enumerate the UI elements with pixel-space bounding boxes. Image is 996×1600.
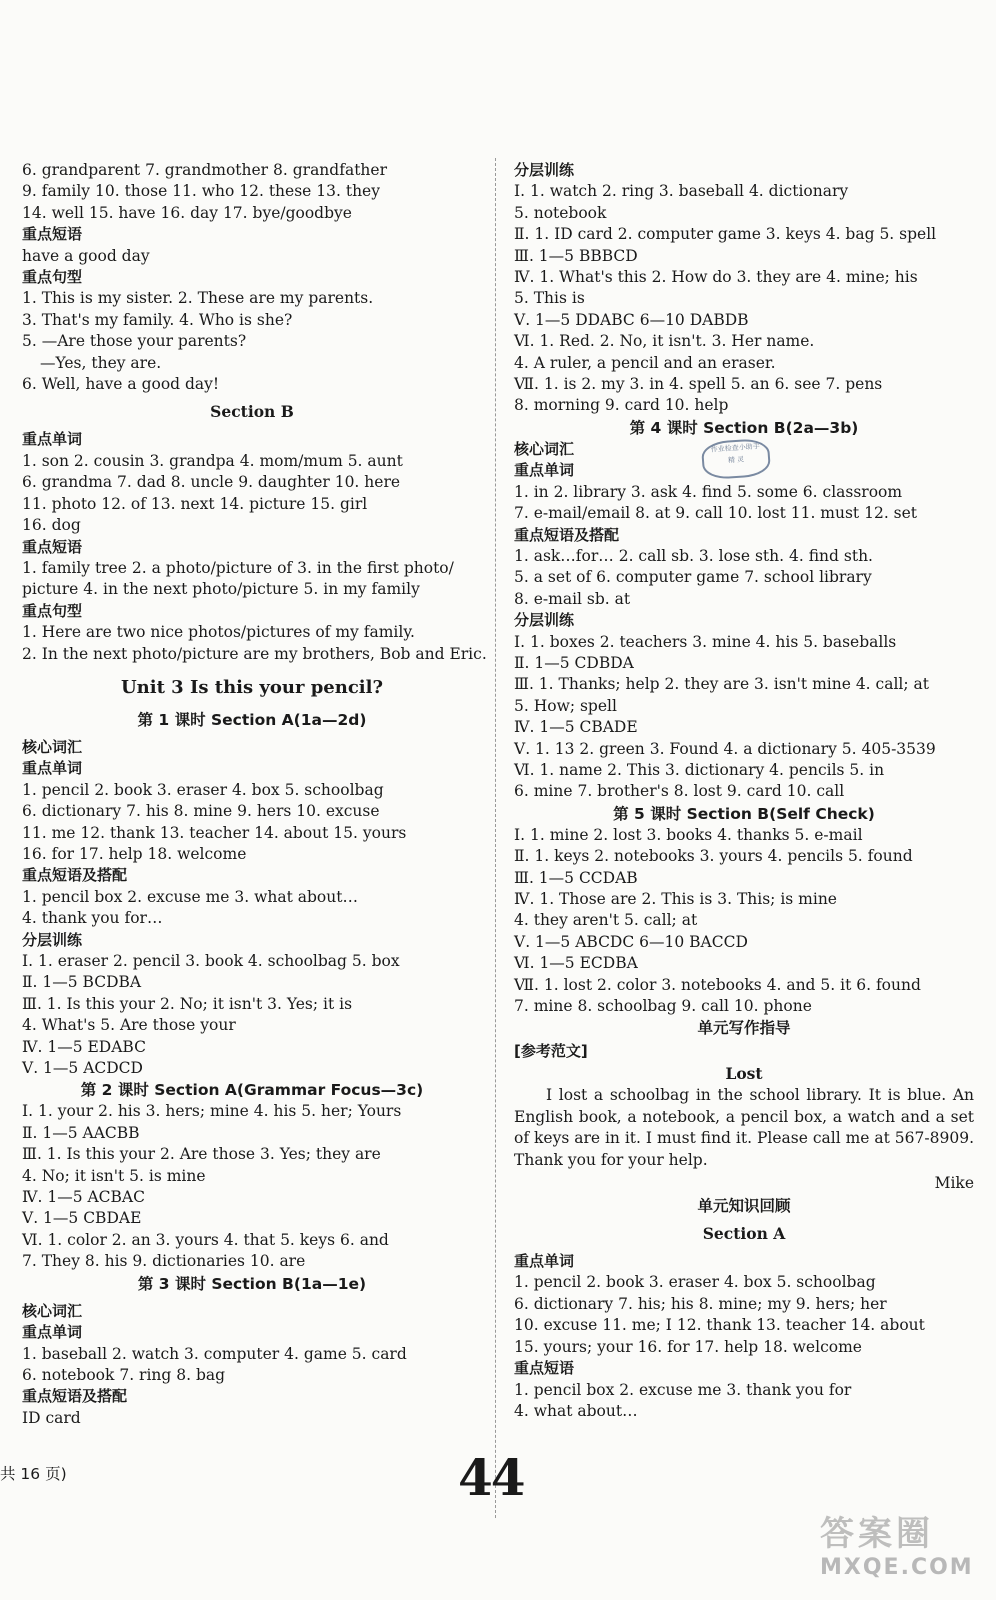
answer-line: Ⅵ. 1—5 ECDBA (514, 954, 638, 973)
answer-line: Ⅳ. 1—5 CBADE (514, 718, 638, 737)
answer-line: 4. A ruler, a pencil and an eraser. (514, 353, 776, 372)
lesson-title: 第 3 课时 Section B(1a—1e) (137, 1274, 367, 1293)
answer-line: Ⅲ. 1—5 BBBCD (514, 246, 638, 265)
stamp-text: 作业检查小助手 (710, 442, 760, 454)
text-line: 14. well 15. have 16. day 17. bye/goodbye (22, 203, 352, 222)
text-line: 11. photo 12. of 13. next 14. picture 15. girl (22, 494, 368, 513)
text-line: have a good day (22, 246, 150, 265)
watermark-text: MXQE.COM (820, 1555, 974, 1580)
answer-line: Ⅳ. 1—5 EDABC (22, 1037, 146, 1056)
answer-line: Ⅴ. 1—5 DDABC 6—10 DABDB (514, 310, 749, 329)
answer-line: Ⅱ. 1. keys 2. notebooks 3. yours 4. pencils 5. found (514, 847, 913, 866)
answer-line: 4. they aren't 5. call; at (514, 911, 698, 930)
text-line: 6. dictionary 7. his 8. mine 9. hers 10. excuse (22, 802, 380, 821)
text-line: 1. This is my sister. 2. These are my parents. (22, 289, 374, 308)
text-line: 1. pencil 2. book 3. eraser 4. box 5. schoolbag (22, 780, 384, 799)
answer-line: Ⅲ. 1. Is this your 2. No; it isn't 3. Yes; it is (22, 994, 353, 1013)
heading-phrases-collocations: 重点短语及搭配 (22, 1387, 128, 1406)
text-line: 16. for 17. help 18. welcome (22, 844, 247, 863)
page-number: 44 (458, 1448, 524, 1507)
text-line: picture 4. in the next photo/picture 5. in my family (22, 580, 420, 599)
heading-key-words: 重点单词 (22, 430, 83, 449)
text-line: 1. pencil box 2. excuse me 3. thank you for (514, 1380, 852, 1399)
answer-line: Ⅴ. 1—5 ABCDC 6—10 BACCD (514, 932, 748, 951)
text-line: 5. a set of 6. computer game 7. school library (514, 568, 872, 587)
page-count-fragment: 共 16 页) (0, 1465, 67, 1483)
text-line: 7. e-mail/email 8. at 9. call 10. lost 11. must 12. set (514, 504, 918, 523)
answer-line: 8. morning 9. card 10. help (514, 396, 729, 415)
answer-line: Ⅴ. 1—5 CBDAE (22, 1209, 142, 1228)
text-line: 1. pencil box 2. excuse me 3. what about… (22, 887, 358, 906)
right-column (514, 160, 974, 1422)
text-line: 3. That's my family. 4. Who is she? (22, 310, 293, 329)
answer-line: 5. This is (514, 289, 585, 308)
answer-line: Ⅳ. 1. Those are 2. This is 3. This; is mine (514, 890, 837, 908)
left-column (22, 160, 487, 1429)
answer-line: Ⅰ. 1. your 2. his 3. hers; mine 4. his 5. her; Yours (22, 1102, 402, 1121)
stamp-text: 精 灵 (727, 455, 745, 465)
answer-line: Ⅰ. 1. mine 2. lost 3. books 4. thanks 5. e-mail (514, 825, 863, 844)
text-line: 6. Well, have a good day! (22, 375, 220, 394)
section-a-title: Section A (702, 1224, 786, 1244)
heading-practice: 分层训练 (514, 161, 575, 179)
reference-essay-label: [参考范文] (514, 1042, 588, 1061)
text-line: 1. baseball 2. watch 3. computer 4. game 5. card (22, 1344, 407, 1363)
answer-line: 5. notebook (514, 203, 607, 222)
heading-key-sentences: 重点句型 (22, 268, 83, 287)
answer-line: Ⅱ. 1. ID card 2. computer game 3. keys 4. bag 5. spell (514, 225, 937, 244)
text-line: 1. family tree 2. a photo/picture of 3. in the first photo/ (22, 558, 454, 577)
heading-key-phrases: 重点短语 (22, 537, 83, 556)
answer-line: Ⅱ. 1—5 AACBB (22, 1123, 140, 1142)
unit-title: Unit 3 Is this your pencil? (120, 676, 384, 698)
answer-line: 7. mine 8. schoolbag 9. call 10. phone (514, 997, 812, 1016)
text-line: 6. grandparent 7. grandmother 8. grandfather (22, 161, 387, 179)
heading-key-words: 重点单词 (514, 1252, 575, 1271)
answer-line: Ⅲ. 1. Is this your 2. Are those 3. Yes; they are (22, 1145, 381, 1164)
lesson-title: 第 5 课时 Section B(Self Check) (613, 804, 875, 823)
heading-core-vocab: 核心词汇 (514, 439, 575, 458)
lesson-title: 第 2 课时 Section A(Grammar Focus—3c) (80, 1081, 424, 1100)
text-line: 1. ask…for… 2. call sb. 3. lose sth. 4. find sth. (514, 546, 873, 565)
text-line: 4. thank you for… (22, 909, 163, 928)
text-line: 1. pencil 2. book 3. eraser 4. box 5. schoolbag (514, 1273, 876, 1292)
text-line: 8. e-mail sb. at (514, 589, 631, 608)
writing-guide-title: 单元写作指导 (697, 1019, 791, 1038)
essay-title: Lost (725, 1064, 763, 1084)
lesson-title: 第 4 课时 Section B(2a—3b) (629, 418, 859, 437)
watermark-text: 答案圈 (820, 1514, 934, 1554)
column-divider (495, 158, 496, 1518)
text-line: 6. notebook 7. ring 8. bag (22, 1365, 226, 1384)
answer-line: Ⅵ. 1. color 2. an 3. yours 4. that 5. keys 6. and (22, 1230, 389, 1249)
essay-body: I lost a schoolbag in the school library. It is blue. An English book, a notebook, a pencil box, a watch and a set of keys are in it. I must find it. Please call me at 567-8909. Thank you for your help. (514, 1086, 974, 1169)
heading-practice: 分层训练 (514, 611, 575, 630)
text-line: 1. Here are two nice photos/pictures of my family. (22, 623, 415, 642)
text-line: 15. yours; your 16. for 17. help 18. welcome (514, 1337, 862, 1356)
heading-key-phrases: 重点短语 (22, 225, 83, 244)
text-line: 10. excuse 11. me; I 12. thank 13. teacher 14. about (514, 1316, 925, 1335)
heading-core-vocab: 核心词汇 (22, 737, 83, 756)
heading-practice: 分层训练 (22, 930, 83, 949)
text-line: 1. in 2. library 3. ask 4. find 5. some 6. classroom (514, 482, 903, 501)
text-line: 1. son 2. cousin 3. grandpa 4. mom/mum 5. aunt (22, 451, 403, 470)
watermark-logo (820, 1506, 990, 1596)
answer-line: Ⅰ. 1. watch 2. ring 3. baseball 4. dictionary (514, 182, 849, 201)
text-line: 6. dictionary 7. his; his 8. mine; my 9. hers; her (514, 1294, 887, 1313)
text-line: —Yes, they are. (40, 353, 162, 372)
text-line: 16. dog (22, 516, 81, 535)
answer-line: 6. mine 7. brother's 8. lost 9. card 10. call (514, 782, 845, 801)
text-line: 9. family 10. those 11. who 12. these 13. they (22, 182, 380, 201)
heading-core-vocab: 核心词汇 (22, 1301, 83, 1320)
answer-line: Ⅶ. 1. lost 2. color 3. notebooks 4. and 5. it 6. found (514, 975, 921, 994)
answer-line: Ⅴ. 1. 13 2. green 3. Found 4. a dictionary 5. 405-3539 (514, 739, 936, 758)
answer-line: Ⅵ. 1. Red. 2. No, it isn't. 3. Her name. (514, 332, 815, 351)
heading-key-phrases: 重点短语 (514, 1359, 575, 1378)
text-line: 2. In the next photo/picture are my brothers, Bob and Eric. (22, 644, 487, 663)
heading-phrases-collocations: 重点短语及搭配 (514, 525, 620, 544)
text-line: ID card (22, 1408, 81, 1427)
answer-line: 7. They 8. his 9. dictionaries 10. are (22, 1252, 306, 1271)
answer-line: 4. No; it isn't 5. is mine (22, 1166, 206, 1185)
heading-key-words: 重点单词 (22, 1323, 83, 1342)
answer-line: 5. How; spell (514, 696, 617, 715)
answer-line: Ⅰ. 1. eraser 2. pencil 3. book 4. schoolbag 5. box (22, 952, 400, 970)
answer-line: Ⅴ. 1—5 ACDCD (22, 1059, 143, 1078)
answer-line: Ⅲ. 1. Thanks; help 2. they are 3. isn't mine 4. call; at (514, 675, 929, 694)
answer-line: Ⅶ. 1. is 2. my 3. in 4. spell 5. an 6. see 7. pens (514, 375, 883, 394)
answer-line: Ⅱ. 1—5 CDBDA (514, 653, 634, 672)
essay-signature: Mike (934, 1174, 974, 1193)
answer-line: Ⅵ. 1. name 2. This 3. dictionary 4. pencils 5. in (514, 760, 885, 779)
heading-key-words: 重点单词 (22, 759, 83, 778)
text-line: 11. me 12. thank 13. teacher 14. about 15. yours (22, 823, 407, 842)
answer-line: Ⅳ. 1. What's this 2. How do 3. they are 4. mine; his (514, 268, 918, 287)
text-line: 6. grandma 7. dad 8. uncle 9. daughter 10. here (22, 473, 401, 492)
heading-key-words: 重点单词 (514, 461, 575, 480)
answer-line: Ⅱ. 1—5 BCDBA (22, 973, 142, 992)
text-line: 4. what about… (514, 1401, 638, 1420)
lesson-title: 第 1 课时 Section A(1a—2d) (137, 710, 367, 729)
text-line: 5. —Are those your parents? (22, 332, 247, 351)
answer-line: Ⅳ. 1—5 ACBAC (22, 1188, 145, 1207)
answer-line: 4. What's 5. Are those your (22, 1016, 236, 1035)
section-b-title: Section B (210, 402, 294, 422)
answer-line: Ⅲ. 1—5 CCDAB (514, 868, 638, 887)
review-title: 单元知识回顾 (697, 1197, 791, 1216)
answer-line: Ⅰ. 1. boxes 2. teachers 3. mine 4. his 5. baseballs (514, 632, 897, 651)
heading-key-sentences: 重点句型 (22, 601, 83, 620)
heading-phrases-collocations: 重点短语及搭配 (22, 866, 128, 885)
